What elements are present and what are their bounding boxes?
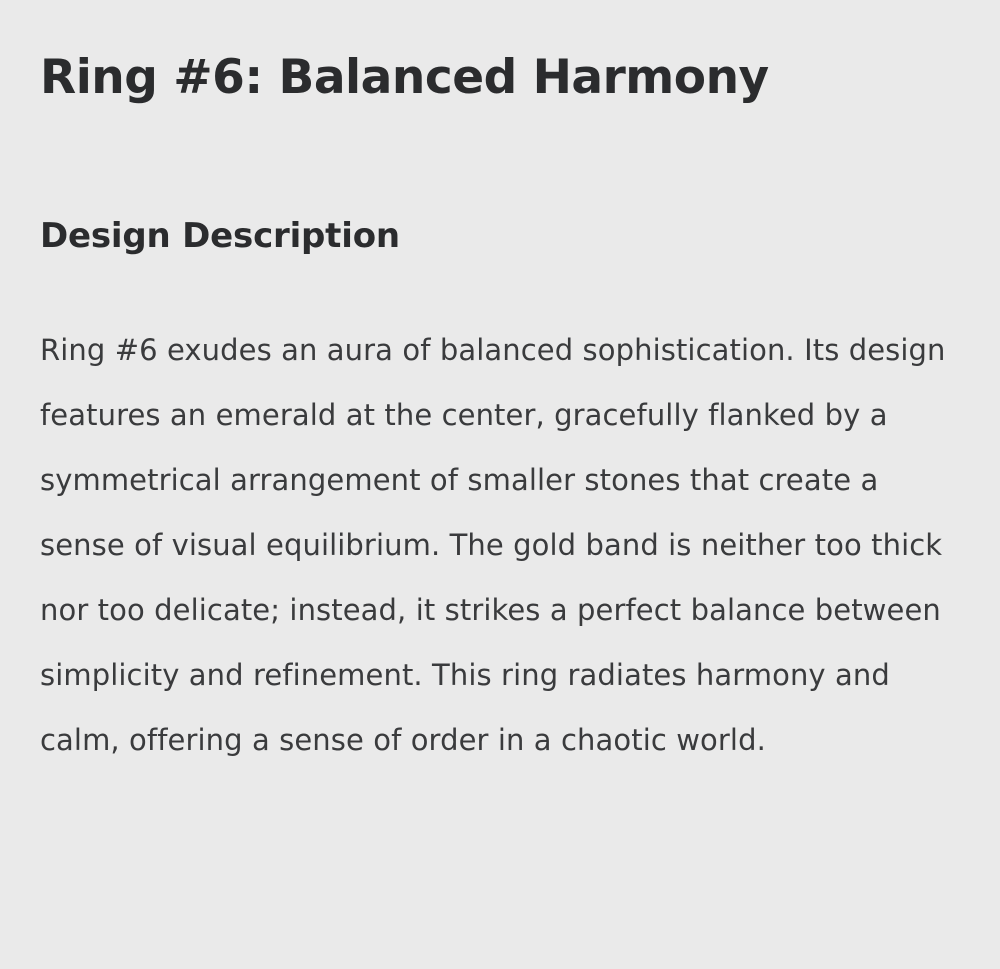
design-description-paragraph: Ring #6 exudes an aura of balanced sophistication. Its design features an emerald at the center, gracefully flanked by a symmetrical arrangement of smaller stones that create a sense of visual equilibrium. The gold band is neither too thick nor too delicate; instead, it strikes a perfect balance between simplicity and refinement. This ring radiates harmony and calm, offering a sense of order in a chaotic world. <box>40 332 946 757</box>
page-title: Ring #6: Balanced Harmony <box>40 50 769 105</box>
section-heading-design-description: Design Description <box>40 215 400 256</box>
